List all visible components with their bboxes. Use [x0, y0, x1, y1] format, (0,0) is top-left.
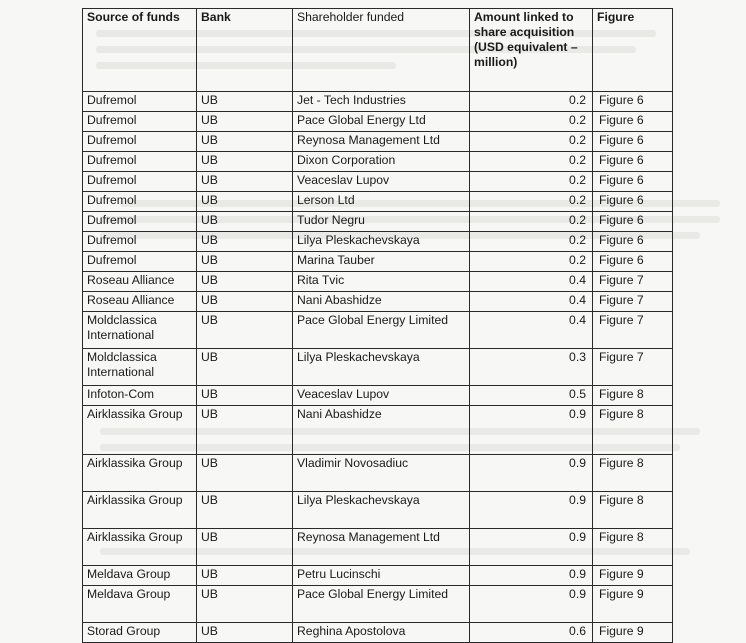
cell-bank: UB	[197, 252, 293, 272]
cell-amount: 0.4	[470, 292, 593, 312]
cell-shareholder: Reynosa Management Ltd	[293, 132, 470, 152]
cell-shareholder: Nani Abashidze	[293, 292, 470, 312]
cell-amount: 0.2	[470, 252, 593, 272]
cell-bank: UB	[197, 112, 293, 132]
cell-shareholder: Dixon Corporation	[293, 152, 470, 172]
cell-shareholder: Jet - Tech Industries	[293, 92, 470, 112]
cell-amount: 0.9	[470, 455, 593, 492]
cell-figure: Figure 6	[593, 132, 673, 152]
cell-amount: 0.9	[470, 566, 593, 586]
cell-bank: UB	[197, 492, 293, 529]
cell-figure: Figure 6	[593, 112, 673, 132]
cell-source-of-funds: Dufremol	[83, 132, 197, 152]
cell-figure: Figure 7	[593, 272, 673, 292]
cell-figure: Figure 6	[593, 152, 673, 172]
cell-shareholder: Marina Tauber	[293, 252, 470, 272]
cell-shareholder: Pace Global Energy Limited	[293, 586, 470, 623]
cell-source-of-funds: Dufremol	[83, 152, 197, 172]
table-row	[83, 252, 673, 272]
cell-figure: Figure 6	[593, 252, 673, 272]
cell-amount: 0.9	[470, 586, 593, 623]
cell-figure: Figure 8	[593, 529, 673, 566]
cell-source-of-funds: Roseau Alliance	[83, 292, 197, 312]
cell-bank: UB	[197, 312, 293, 349]
cell-figure: Figure 7	[593, 349, 673, 386]
cell-shareholder: Vladimir Novosadiuc	[293, 455, 470, 492]
cell-source-of-funds: Airklassika Group	[83, 406, 197, 455]
cell-figure: Figure 9	[593, 586, 673, 623]
cell-source-of-funds: Roseau Alliance	[83, 272, 197, 292]
cell-bank: UB	[197, 212, 293, 232]
cell-bank: UB	[197, 455, 293, 492]
cell-source-of-funds: Moldclassica International	[83, 312, 197, 349]
cell-shareholder: Lilya Pleskachevskaya	[293, 232, 470, 252]
cell-figure: Figure 6	[593, 232, 673, 252]
table-row	[83, 272, 673, 292]
cell-figure: Figure 6	[593, 172, 673, 192]
cell-source-of-funds: Meldava Group	[83, 566, 197, 586]
cell-shareholder: Pace Global Energy Limited	[293, 312, 470, 349]
cell-amount: 0.9	[470, 492, 593, 529]
cell-figure: Figure 9	[593, 566, 673, 586]
cell-bank: UB	[197, 529, 293, 566]
cell-amount: 0.2	[470, 212, 593, 232]
cell-source-of-funds: Dufremol	[83, 192, 197, 212]
cell-shareholder: Nani Abashidze	[293, 406, 470, 455]
table-row	[83, 386, 673, 406]
cell-bank: UB	[197, 386, 293, 406]
table-row	[83, 172, 673, 192]
cell-figure: Figure 8	[593, 386, 673, 406]
cell-bank: UB	[197, 349, 293, 386]
cell-source-of-funds: Meldava Group	[83, 586, 197, 623]
table-row	[83, 586, 673, 623]
header-shareholder-funded: Shareholder funded	[293, 9, 470, 92]
cell-amount: 0.6	[470, 623, 593, 643]
cell-figure: Figure 9	[593, 623, 673, 643]
table-row	[83, 349, 673, 386]
cell-shareholder: Reynosa Management Ltd	[293, 529, 470, 566]
cell-amount: 0.9	[470, 406, 593, 455]
cell-source-of-funds: Airklassika Group	[83, 492, 197, 529]
header-source-of-funds: Source of funds	[83, 9, 197, 92]
cell-amount: 0.9	[470, 529, 593, 566]
cell-amount: 0.3	[470, 349, 593, 386]
table-row	[83, 192, 673, 212]
cell-amount: 0.2	[470, 232, 593, 252]
cell-bank: UB	[197, 192, 293, 212]
cell-bank: UB	[197, 292, 293, 312]
cell-figure: Figure 7	[593, 292, 673, 312]
header-bank: Bank	[197, 9, 293, 92]
cell-amount: 0.2	[470, 192, 593, 212]
cell-source-of-funds: Airklassika Group	[83, 455, 197, 492]
table-body	[83, 92, 673, 643]
cell-bank: UB	[197, 623, 293, 643]
table-row	[83, 232, 673, 252]
table-row	[83, 492, 673, 529]
cell-source-of-funds: Dufremol	[83, 252, 197, 272]
table-row	[83, 566, 673, 586]
cell-bank: UB	[197, 152, 293, 172]
cell-amount: 0.4	[470, 312, 593, 349]
cell-amount: 0.2	[470, 132, 593, 152]
table-row	[83, 132, 673, 152]
cell-source-of-funds: Dufremol	[83, 212, 197, 232]
cell-amount: 0.2	[470, 172, 593, 192]
cell-source-of-funds: Dufremol	[83, 112, 197, 132]
cell-amount: 0.2	[470, 92, 593, 112]
cell-shareholder: Veaceslav Lupov	[293, 386, 470, 406]
cell-bank: UB	[197, 172, 293, 192]
cell-shareholder: Lilya Pleskachevskaya	[293, 492, 470, 529]
header-figure: Figure	[593, 9, 673, 92]
cell-shareholder: Reghina Apostolova	[293, 623, 470, 643]
table-row	[83, 455, 673, 492]
cell-figure: Figure 6	[593, 92, 673, 112]
table-header-row	[83, 9, 673, 92]
cell-source-of-funds: Infoton-Com	[83, 386, 197, 406]
cell-bank: UB	[197, 566, 293, 586]
cell-bank: UB	[197, 406, 293, 455]
cell-figure: Figure 8	[593, 406, 673, 455]
table-row	[83, 212, 673, 232]
cell-shareholder: Veaceslav Lupov	[293, 172, 470, 192]
cell-figure: Figure 6	[593, 212, 673, 232]
table-row	[83, 312, 673, 349]
cell-figure: Figure 6	[593, 192, 673, 212]
cell-amount: 0.5	[470, 386, 593, 406]
cell-shareholder: Tudor Negru	[293, 212, 470, 232]
cell-bank: UB	[197, 586, 293, 623]
cell-figure: Figure 8	[593, 455, 673, 492]
cell-shareholder: Lerson Ltd	[293, 192, 470, 212]
cell-shareholder: Rita Tvic	[293, 272, 470, 292]
table-row	[83, 406, 673, 455]
table-row	[83, 92, 673, 112]
cell-bank: UB	[197, 132, 293, 152]
table-row	[83, 112, 673, 132]
cell-amount: 0.2	[470, 152, 593, 172]
cell-amount: 0.2	[470, 112, 593, 132]
cell-source-of-funds: Dufremol	[83, 232, 197, 252]
share-funding-table	[82, 8, 673, 643]
document-page	[82, 8, 672, 643]
cell-source-of-funds: Dufremol	[83, 172, 197, 192]
cell-shareholder: Pace Global Energy Ltd	[293, 112, 470, 132]
cell-bank: UB	[197, 232, 293, 252]
cell-shareholder: Petru Lucinschi	[293, 566, 470, 586]
cell-source-of-funds: Storad Group	[83, 623, 197, 643]
cell-figure: Figure 7	[593, 312, 673, 349]
table-row	[83, 292, 673, 312]
table-row	[83, 152, 673, 172]
cell-source-of-funds: Dufremol	[83, 92, 197, 112]
cell-bank: UB	[197, 92, 293, 112]
table-row	[83, 529, 673, 566]
cell-shareholder: Lilya Pleskachevskaya	[293, 349, 470, 386]
cell-figure: Figure 8	[593, 492, 673, 529]
cell-amount: 0.4	[470, 272, 593, 292]
cell-source-of-funds: Airklassika Group	[83, 529, 197, 566]
cell-source-of-funds: Moldclassica International	[83, 349, 197, 386]
cell-bank: UB	[197, 272, 293, 292]
header-amount: Amount linked to share acquisition (USD equivalent – million)	[470, 9, 593, 92]
